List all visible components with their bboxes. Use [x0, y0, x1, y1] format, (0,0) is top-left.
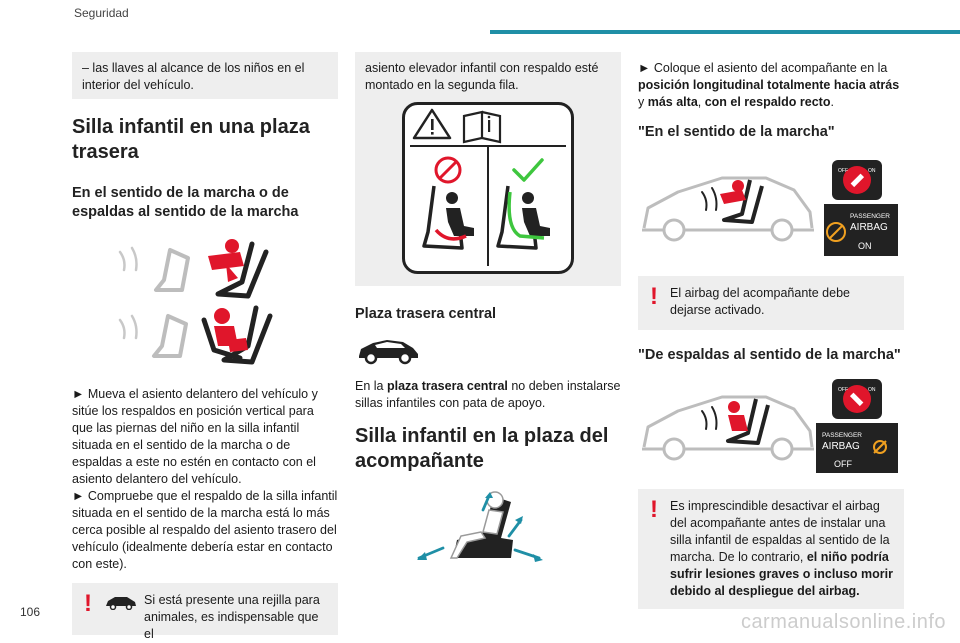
- paragraph-move-seat: ► Mueva el asiento delantero del vehículo y sitúe los respaldos en posición vertical para que las piernas del niño en la silla infantil situada en el sentido de la marcha o de espaldas a este no estén en contacto con el asiento delantero del vehículo.: [72, 387, 318, 486]
- seat-forward-illustration: [120, 239, 266, 296]
- switch-off-label: OFF: [838, 168, 848, 174]
- label-off-line3: OFF: [834, 459, 852, 469]
- car-outline-forward: [642, 178, 814, 240]
- warning-airbag-active: [638, 276, 904, 330]
- column-3: [638, 52, 904, 609]
- car-outline-rearward: [642, 397, 814, 459]
- warning-icon: !: [650, 283, 658, 310]
- warning-text-bold: el niño podría sufrir lesiones graves o incluso morir debido al despliegue del airbag.: [670, 550, 893, 598]
- box-text: asiento elevador infantil con respaldo esté montado en la segunda fila.: [365, 61, 599, 92]
- warning-text: El airbag del acompañante debe dejarse activado.: [670, 286, 850, 317]
- heading-rear-facing: "De espaldas al sentido de la marcha": [638, 347, 901, 363]
- airbag-switch-on: [832, 160, 882, 200]
- label-off-line2: AIRBAG: [822, 441, 860, 452]
- forward-facing-illustration: [638, 156, 900, 262]
- page-number: 106: [20, 605, 41, 619]
- paragraph-center-seat: En la plaza trasera central no deben instalarse sillas infantiles con pata de apoyo.: [355, 379, 621, 410]
- warning-icon: !: [84, 590, 92, 617]
- seat-rearward-illustration: [120, 308, 270, 362]
- note-box: – las llaves al alcance de los niños en el interior del vehículo.: [72, 52, 338, 99]
- label-on-line1: PASSENGER: [850, 213, 890, 220]
- paragraph-position-seat: ► Coloque el asiento del acompañante en la posición longitudinal totalmente hacia atrás y más alta, con el respaldo recto.: [638, 61, 900, 109]
- warning-continuation-box: [355, 52, 621, 286]
- car-side-icon: [355, 336, 421, 366]
- column-2: [355, 52, 621, 568]
- pictogram-panel: [402, 102, 574, 274]
- paragraph-check-backrest: ► Compruebe que el respaldo de la silla infantil situada en el sentido de la marcha está lo más cerca posible al respaldo del asiento trasero del vehículo (idealmente debería estar en contacto con este).: [72, 489, 338, 571]
- passenger-seat-adjust-illustration: [415, 488, 545, 568]
- header-title: Seguridad: [74, 6, 129, 20]
- label-on-line2: AIRBAG: [850, 222, 888, 233]
- warning-deactivate-airbag: [638, 489, 904, 609]
- header-accent-bar: [490, 30, 960, 34]
- car-icon: [104, 594, 138, 610]
- watermark: carmanualsonline.info: [740, 611, 946, 633]
- switch-off-label: OFF: [838, 387, 848, 393]
- heading-forward-facing: "En el sentido de la marcha": [638, 124, 835, 140]
- rear-facing-illustration: [638, 377, 900, 477]
- warning-pet-grille: [72, 583, 338, 641]
- heading-rear-center: Plaza trasera central: [355, 306, 497, 322]
- column-1: [72, 52, 338, 641]
- subheading-direction: En el sentido de la marcha o de espaldas al sentido de la marcha: [72, 185, 299, 220]
- label-off-line1: PASSENGER: [822, 432, 862, 439]
- warning-text: Si está presente una rejilla para animales, es indispensable que el: [144, 593, 320, 641]
- airbag-switch-off: [832, 379, 882, 419]
- warning-icon: !: [650, 496, 658, 523]
- switch-on-label: ON: [868, 168, 876, 174]
- rear-seat-illustration: [72, 234, 338, 372]
- heading-passenger-seat: Silla infantil en la plaza del acompañante: [355, 425, 609, 472]
- airbag-on-label: [824, 204, 898, 256]
- heading-rear-seat: Silla infantil en una plaza trasera: [72, 116, 310, 163]
- warning-text: Es imprescindible desactivar el airbag del acompañante antes de instalar una silla infantil de espaldas al sentido de la marcha. De lo contrario,: [670, 499, 890, 564]
- switch-on-label: ON: [868, 387, 876, 393]
- label-on-line3: ON: [858, 241, 872, 251]
- airbag-off-label: [816, 423, 898, 473]
